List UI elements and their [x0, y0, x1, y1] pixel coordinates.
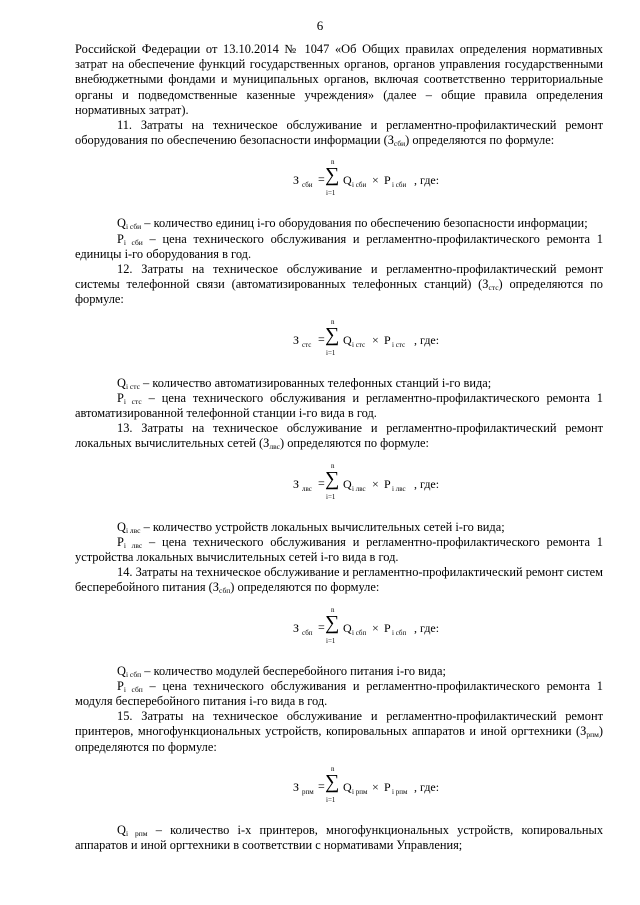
definition-q: $Q_{i сби}$ – количество единиц i-го оборудования по обеспечению безопасности информации;	[117, 216, 588, 232]
definition-q: $Q_{i стс}$ – количество автоматизированных телефонных станций i-го вида;	[117, 375, 492, 391]
section-15-heading: 15. Затраты на техническое обслуживание и регламентно-профилактический ремонт принтеров, многофункциональных устройств, копировальных аппаратов и иной оргтехники $(З_{рпм})$ определяются по формуле:	[75, 709, 603, 754]
definition-q: $Q_{i рпм}$ – количество i-х принтеров, многофункциональных устройств, копировальных аппаратов и иной оргтехники в соответствии с нормативами Управления;	[75, 822, 604, 853]
definition-p: $P_{i сби}$ – цена технического обслуживания и регламентно-профилактического ремонта 1 единицы i-го оборудования в год.	[75, 231, 603, 261]
formula-14: З сбп = n ∑ i=1 Q i сбп × P i сбп , где:	[293, 605, 440, 645]
definition-q: $Q_{i лвс}$ – количество устройств локальных вычислительных сетей i-го вида;	[117, 519, 505, 535]
formula-11: З сби = n ∑ i=1 Q i сби × P i сби , где:	[293, 158, 440, 198]
definition-p: $P_{i стс}$ – цена технического обслуживания и регламентно-профилактического ремонта 1 автоматизированной телефонной станции i-го вида в год.	[75, 390, 603, 421]
definition-q: $Q_{i сбп}$ – количество модулей бесперебойного питания i-го вида;	[117, 663, 446, 679]
page-number: 6	[316, 18, 324, 33]
section-14-heading: 14. Затраты на техническое обслуживание и регламентно-профилактический ремонт систем бесперебойного питания $(З_{сбп})$ определяются по формуле:	[75, 565, 603, 596]
formula-15: З рпм = n ∑ i=1 Q i рпм × P i рпм , где:	[293, 764, 440, 804]
section-13-heading: 13. Затраты на техническое обслуживание и регламентно-профилактический ремонт локальных вычислительных сетей $(З_{лвс})$ определяются по формуле:	[75, 421, 603, 452]
formula-13: З лвс = n ∑ i=1 Q i лвс × P i лвс , где:	[293, 461, 440, 501]
section-11-heading: 11. Затраты на техническое обслуживание и регламентно-профилактический ремонт оборудования по обеспечению безопасности информации $(З_{сби})$ определяются по формуле:	[75, 118, 603, 149]
section-12-heading: 12. Затраты на техническое обслуживание и регламентно-профилактический ремонт системы телефонной связи (автоматизированных телефонных станций) $(З_{стс})$ определяются по формуле:	[75, 262, 603, 307]
definition-p: $P_{i сбп}$ – цена технического обслуживания и регламентно-профилактического ремонта 1 модуля бесперебойного питания i-го вида в год.	[75, 678, 603, 709]
formula-12: З стс = n ∑ i=1 Q i стс × P i стс , где:	[293, 317, 440, 357]
definition-p: $P_{i лвс}$ – цена технического обслуживания и регламентно-профилактического ремонта 1 устройства локальных вычислительных сетей i-го вида в год.	[75, 534, 603, 565]
document-body	[75, 42, 603, 853]
intro-paragraph: Российской Федерации от 13.10.2014 № 1047 «Об Общих правилах определения нормативных затрат на обеспечение функций государственных органов, органов управления государственными внебюджетными фондами и муниципальных органов, включая соответственно территориальные органы и подведомственные казенные учреждения» (далее – общие правила определения нормативных затрат).	[75, 42, 603, 117]
